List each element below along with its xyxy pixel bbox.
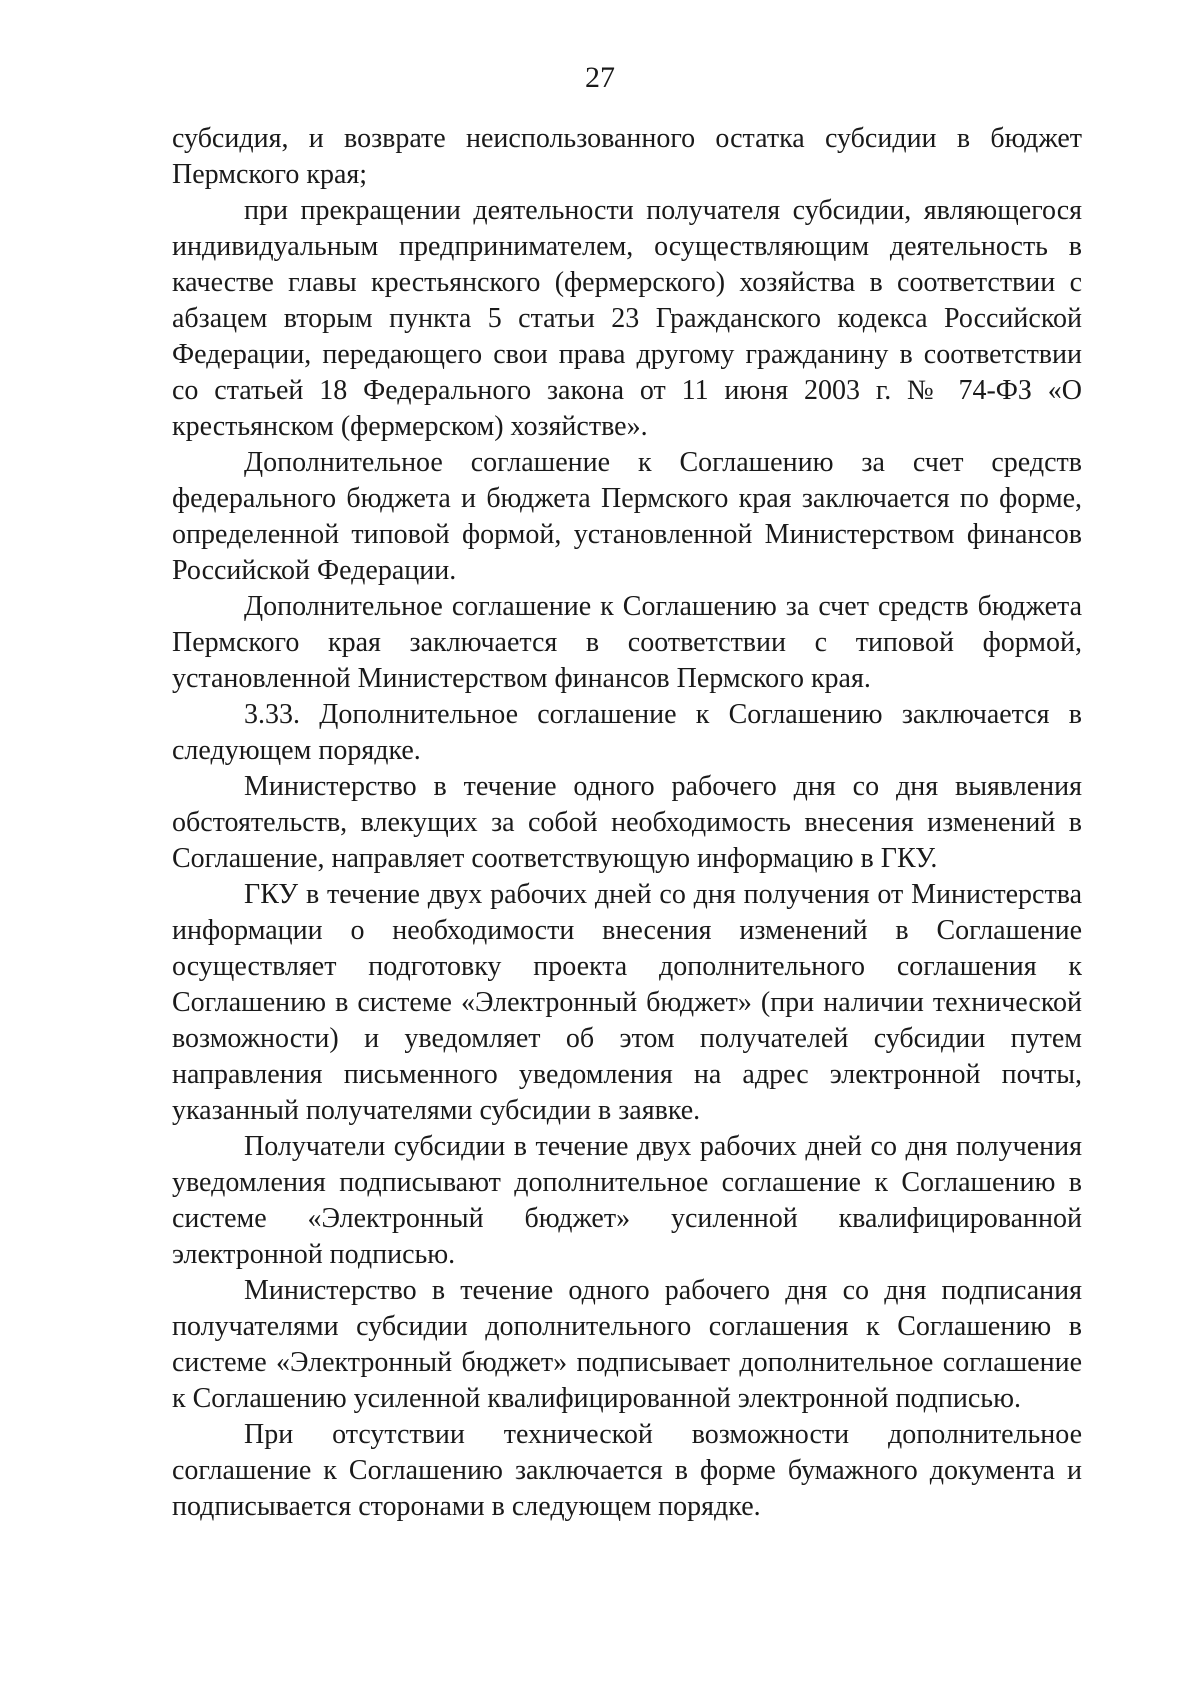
- document-body: [172, 121, 1082, 1525]
- paragraph-gku-preparation: ГКУ в течение двух рабочих дней со дня получения от Министерства информации о необходимости внесения изменений в Соглашение осуществляет подготовку проекта дополнительного соглашения к Соглашению в системе «Электронный бюджет» (при наличии технической возможности) и уведомляет об этом получателей субсидии путем направления письменного уведомления на адрес электронной почты, указанный получателями субсидии в заявке.: [172, 879, 1082, 1126]
- paragraph-clause-3-33: 3.33. Дополнительное соглашение к Соглашению заключается в следующем порядке.: [172, 699, 1082, 766]
- paragraph-paper-form: При отсутствии технической возможности дополнительное соглашение к Соглашению заключается в форме бумажного документа и подписывается сторонами в следующем порядке.: [172, 1419, 1082, 1522]
- paragraph-continuation: субсидия, и возврате неиспользованного остатка субсидии в бюджет Пермского края;: [172, 123, 1082, 190]
- paragraph-ministry-signing: Министерство в течение одного рабочего дня со дня подписания получателями субсидии дополнительного соглашения к Соглашению в системе «Электронный бюджет» подписывает дополнительное соглашение к Соглашению усиленной квалифицированной электронной подписью.: [172, 1275, 1082, 1414]
- paragraph-recipients-signing: Получатели субсидии в течение двух рабочих дней со дня получения уведомления подписывают дополнительное соглашение к Соглашению в системе «Электронный бюджет» усиленной квалифицированной электронной подписью.: [172, 1131, 1082, 1270]
- paragraph-federal-budget-agreement: Дополнительное соглашение к Соглашению за счет средств федерального бюджета и бюджета Пермского края заключается по форме, определенной типовой формой, установленной Министерством финансов Российской Федерации.: [172, 447, 1082, 586]
- page-number: 27: [585, 61, 615, 94]
- paragraph-termination-of-activity: при прекращении деятельности получателя субсидии, являющегося индивидуальным предпринимателем, осуществляющим деятельность в качестве главы крестьянского (фермерского) хозяйства в соответствии с абзацем вторым пункта 5 статьи 23 Гражданского кодекса Российской Федерации, передающего свои права другому гражданину в соответствии со статьей 18 Федерального закона от 11 июня 2003 г. № 74-ФЗ «О крестьянском (фермерском) хозяйстве».: [172, 195, 1082, 442]
- paragraph-regional-budget-agreement: Дополнительное соглашение к Соглашению за счет средств бюджета Пермского края заключается в соответствии с типовой формой, установленной Министерством финансов Пермского края.: [172, 591, 1082, 694]
- paragraph-ministry-notification: Министерство в течение одного рабочего дня со дня выявления обстоятельств, влекущих за собой необходимость внесения изменений в Соглашение, направляет соответствующую информацию в ГКУ.: [172, 771, 1082, 874]
